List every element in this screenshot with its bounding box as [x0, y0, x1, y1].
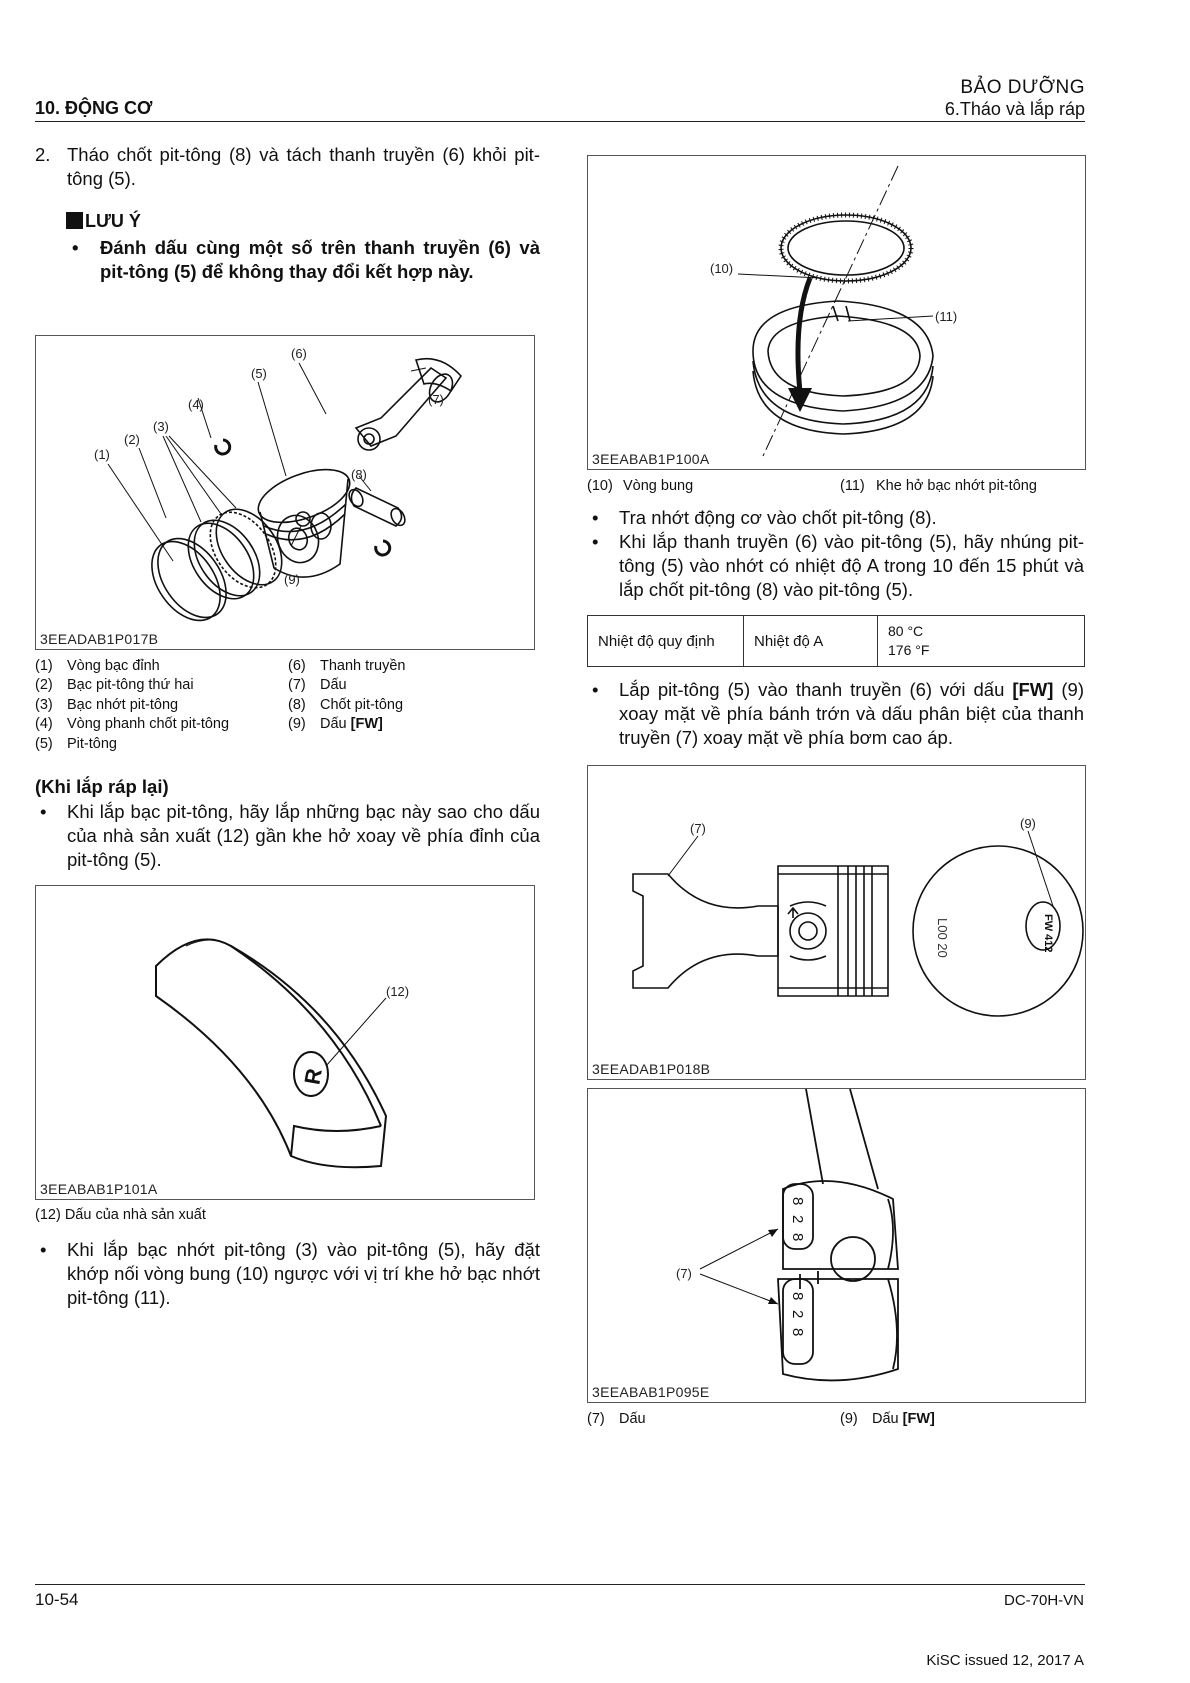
note-title: LƯU Ý — [85, 211, 141, 231]
step-text: Tháo chốt pit-tông (8) và tách thanh truyền (6) khỏi pit-tông (5). — [67, 144, 540, 189]
figure-oil-ring-gap — [587, 155, 1086, 470]
note-square-icon — [66, 212, 83, 229]
figure-piston-rod-orientation — [587, 765, 1086, 1080]
fig1-label-7: (7) — [428, 392, 444, 407]
header-rule — [35, 121, 1085, 122]
fig2-code: 3EEABAB1P101A — [40, 1181, 158, 1197]
oil-ring-drawing — [588, 156, 1085, 469]
spec-value-f: 176 °F — [888, 642, 930, 658]
cap-mark-3: 8 — [789, 1328, 806, 1337]
right-bullet-2 — [592, 530, 1084, 602]
fig3-code: 3EEABAB1P100A — [592, 451, 710, 467]
right-bullet-3-text: Lắp pit-tông (5) vào thanh truyền (6) với dấu [FW] (9) xoay mặt về phía bánh trớn và dấu phân biệt của thanh truyền (7) xoay mặt về phía bơm cao áp. — [619, 679, 1085, 748]
page-number: 10-54 — [35, 1590, 79, 1609]
right-bullet-3 — [592, 678, 1084, 750]
legend-item: (8) Chốt pit-tông — [288, 696, 404, 713]
legend-item: (7) Dấu — [288, 677, 347, 694]
step-number: 2. — [35, 144, 51, 165]
figure-rod-cap-marks — [587, 1088, 1086, 1403]
legend-item: (9) Dấu [FW] — [288, 716, 383, 733]
piston-rod-side-drawing — [588, 766, 1085, 1079]
fig3-label-10: (10) — [710, 261, 734, 276]
ring-segment-drawing — [36, 886, 534, 1199]
fig1-label-9: (9) — [284, 572, 300, 587]
temperature-spec-table — [587, 615, 1085, 667]
fig5-legend-right: (9) Dấu [FW] — [840, 1411, 935, 1427]
bullet-dot: • — [40, 801, 47, 822]
right-bullet-2-text: Khi lắp thanh truyền (6) vào pit-tông (5), hãy nhúng pit-tông (5) vào nhớt có nhiệt độ A trong 10 đến 15 phút và lắp chốt pit-tông (8) vào pit-tông (5). — [619, 531, 1084, 600]
spec-value-c: 80 °C — [888, 623, 924, 639]
fig1-code: 3EEADAB1P017B — [40, 631, 159, 647]
reassembly-bullet-1-text: Khi lắp bạc pit-tông, hãy lắp những bạc này sao cho dấu của nhà sản xuất (12) gần khe hở xoay về phía đỉnh của pit-tông (5). — [67, 801, 540, 870]
subchapter-title: 6.Tháo và lắp ráp — [944, 99, 1085, 119]
fig1-label-1: (1) — [94, 447, 110, 462]
fig5-label-7: (7) — [676, 1266, 692, 1281]
fig4-label-9: (9) — [1020, 816, 1036, 831]
legend-item: (1) Vòng bạc đỉnh — [35, 658, 160, 674]
bullet-dot: • — [592, 531, 599, 552]
legend-item: (4) Vòng phanh chốt pit-tông — [35, 716, 230, 733]
reassembly-title: (Khi lắp ráp lại) — [35, 776, 169, 797]
note-bullet-text: Đánh dấu cùng một số trên thanh truyền (6) và pit-tông (5) để không thay đổi kết hợp này. — [100, 237, 540, 282]
bullet-dot: • — [592, 507, 599, 528]
oil-ring-bullet-text: Khi lắp bạc nhớt pit-tông (3) vào pit-tông (5), hãy đặt khớp nối vòng bung (10) ngược với vị trí khe hở bạc nhớt pit-tông (11). — [67, 1239, 540, 1308]
rod-mark-2: 2 — [789, 1215, 806, 1224]
fig5-code: 3EEABAB1P095E — [592, 1384, 710, 1400]
document-code: DC-70H-VN — [1003, 1592, 1084, 1609]
fig1-label-8: (8) — [351, 467, 367, 482]
fig4-label-7: (7) — [690, 821, 706, 836]
cap-mark-1: 8 — [789, 1292, 806, 1301]
issue-info: KiSC issued 12, 2017 A — [926, 1652, 1084, 1669]
rod-mark-1: 8 — [789, 1197, 806, 1206]
fig1-label-3: (3) — [153, 419, 169, 434]
legend-item: (5) Pit-tông — [35, 735, 117, 752]
fw-badge-marking: FW 412 — [1042, 914, 1054, 953]
fig4-code: 3EEADAB1P018B — [592, 1061, 711, 1077]
crown-marking: L00 20 — [935, 918, 950, 958]
figure-ring-mark — [35, 885, 535, 1200]
footer-rule — [35, 1584, 1085, 1585]
legend-item: (2) Bạc pit-tông thứ hai — [35, 677, 194, 694]
fig3-label-11: (11) — [935, 309, 958, 324]
chapter-title: BẢO DƯỠNG — [960, 77, 1085, 98]
fig1-label-5: (5) — [251, 366, 267, 381]
note-heading — [66, 211, 141, 232]
right-bullet-1 — [592, 506, 1084, 530]
fig1-label-2: (2) — [124, 432, 140, 447]
rod-mark-3: 8 — [789, 1233, 806, 1242]
fig3-legend-right: (11) Khe hở bạc nhớt pit-tông — [840, 478, 1037, 494]
fig1-legend-left — [35, 657, 285, 754]
fig3-legend-left: (10) Vòng bung — [587, 478, 694, 494]
fig2-label-12: (12) — [386, 984, 410, 999]
section-title: 10. ĐỘNG CƠ — [35, 98, 153, 118]
bullet-dot: • — [592, 679, 599, 700]
right-bullet-1-text: Tra nhớt động cơ vào chốt pit-tông (8). — [619, 507, 937, 528]
fig1-label-4: (4) — [188, 397, 204, 412]
oil-ring-bullet — [40, 1238, 540, 1310]
spec-param: Nhiệt độ A — [744, 616, 878, 667]
fig5-legend-left: (7) Dấu — [587, 1411, 646, 1427]
note-bullet — [72, 236, 540, 284]
cap-mark-2: 2 — [789, 1310, 806, 1319]
fig2-caption: (12) Dấu của nhà sản xuất — [35, 1207, 206, 1223]
manufacturer-mark: R — [299, 1066, 327, 1087]
bullet-dot: • — [72, 237, 79, 258]
spec-label: Nhiệt độ quy định — [588, 616, 744, 667]
piston-exploded-drawing — [36, 336, 534, 649]
step-2 — [35, 143, 540, 191]
figure-piston-disassembly — [35, 335, 535, 650]
rod-cap-drawing — [588, 1089, 1085, 1402]
fig1-label-6: (6) — [291, 346, 307, 361]
fig1-legend-right — [288, 657, 538, 735]
bullet-dot: • — [40, 1239, 47, 1260]
reassembly-bullet-1 — [40, 800, 540, 872]
legend-item: (3) Bạc nhớt pit-tông — [35, 696, 179, 713]
spec-values — [878, 616, 1085, 667]
legend-item: (6) Thanh truyền — [288, 658, 406, 674]
